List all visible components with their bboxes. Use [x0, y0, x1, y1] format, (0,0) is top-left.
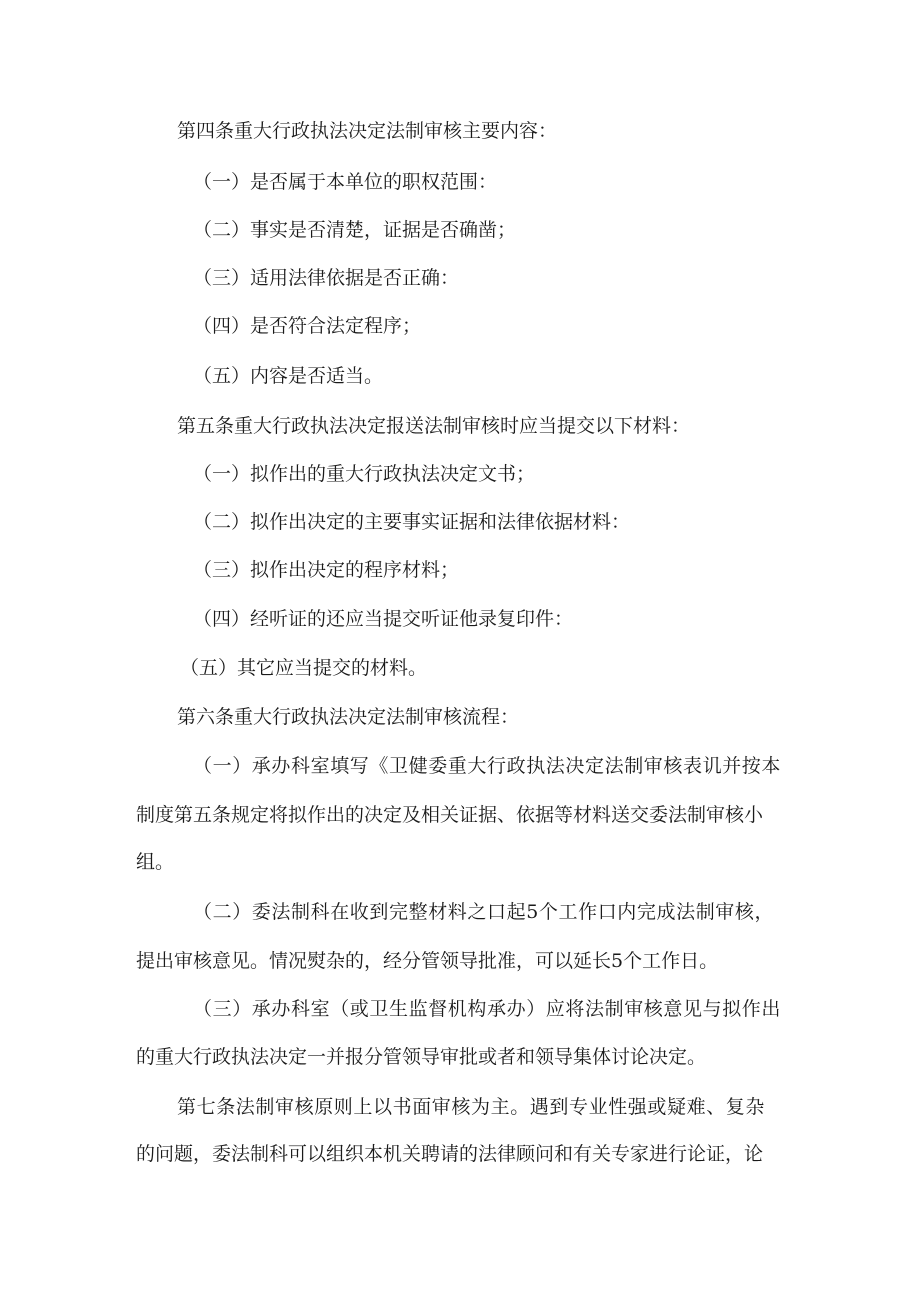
- article-5-item-1: （一）拟作出的重大行政执法决定文书；: [193, 463, 536, 485]
- article-5-item-5: （五）其它应当提交的材料。: [180, 657, 428, 679]
- article-6-para-2-line-2: 提出审核意见。情况熨杂的，经分管领导批准，可以延长5个工作日。: [136, 950, 719, 972]
- article-4-item-3: （三）适用法律依据是否正确：: [193, 267, 460, 289]
- article-4-item-1: （一）是否属于本单位的职权范围：: [193, 171, 498, 193]
- article-5-item-4: （四）经听证的还应当提交听证他录复印件：: [193, 608, 574, 630]
- article-7-line-2: 的问题，委法制科可以组织本机关聘请的法律顾问和有关专家进行论证，论: [136, 1143, 764, 1165]
- article-5-item-2: （二）拟作出决定的主要事实证据和法律依据材料：: [193, 511, 631, 533]
- article-5-heading: 第五条重大行政执法决定报送法制审核时应当提交以下材料：: [177, 415, 691, 437]
- article-6-para-3-line-1: （三）承办科室（或卫生监督机构承办）应将法制审核意见与拟作出: [193, 998, 782, 1020]
- article-6-para-1-line-2: 制度第五条规定将拟作出的决定及相关证据、依据等材料送交委法制审核小: [136, 804, 764, 826]
- article-4-item-2: （二）事实是否清楚，证据是否确凿；: [193, 219, 517, 241]
- article-4-heading: 第四条重大行政执法决定法制审核主要内容：: [177, 120, 558, 142]
- article-6-para-3-line-2: 的重大行政执法决定一并报分管领导审批或者和领导集体讨论决定。: [136, 1046, 707, 1068]
- article-6-heading: 第六条重大行政执法决定法制审核流程：: [177, 706, 520, 728]
- article-4-item-4: （四）是否符合法定程序；: [193, 315, 422, 337]
- article-4-item-5: （五）内容是否适当。: [193, 365, 384, 387]
- article-6-para-1-line-1: （一）承办科室填写《卫健委重大行政执法决定法制审核表讥并按本: [193, 755, 782, 777]
- article-6-para-1-line-3: 组。: [136, 851, 175, 873]
- article-7-line-1: 第七条法制审核原则上以书面审核为主。遇到专业性强或疑难、复杂: [177, 1096, 766, 1118]
- article-6-para-2-line-1: （二）委法制科在收到完整材料之口起5个工作口内完成法制审核，: [193, 901, 775, 923]
- article-5-item-3: （三）拟作出决定的程序材料；: [193, 559, 460, 581]
